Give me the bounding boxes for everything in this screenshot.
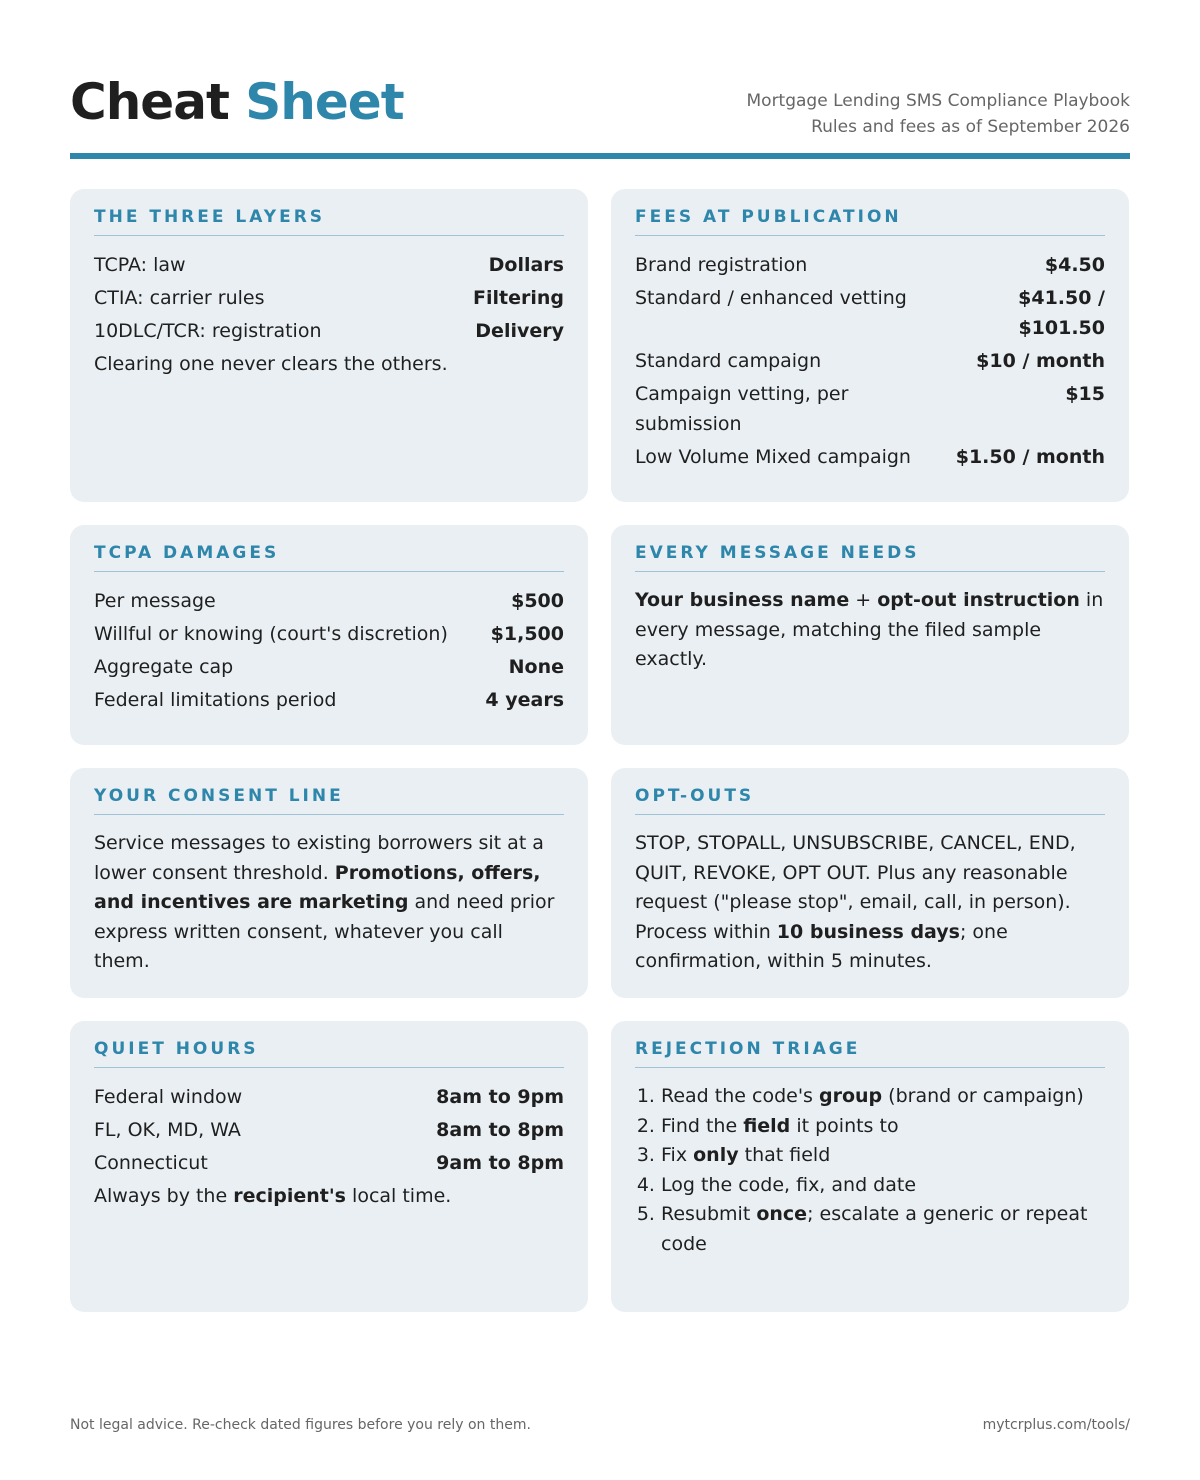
subtitle-line-2: Rules and fees as of September 2026: [811, 117, 1130, 137]
row-value: $41.50 / $101.50: [1018, 287, 1105, 339]
triage-steps-list: [635, 1082, 1105, 1259]
row-value: 9am to 8pm: [436, 1152, 564, 1174]
table-row: [94, 685, 564, 715]
body-text: local time.: [346, 1185, 452, 1207]
business-name-text: Your business name: [635, 589, 850, 611]
table-row: [94, 586, 564, 616]
row-label: Federal window: [94, 1086, 243, 1108]
row-value: $10 / month: [976, 350, 1105, 372]
step-text: Log the code, fix, and date: [661, 1173, 917, 1196]
header-divider: [70, 153, 1130, 159]
table-row: [94, 283, 564, 313]
row-label: Aggregate cap: [94, 656, 234, 678]
plus-text: +: [849, 589, 878, 611]
body-text: and need prior express written consent, whatever you call them.: [94, 891, 555, 972]
row-label: TCPA: law: [94, 254, 186, 276]
table-row: [635, 250, 1105, 280]
row-value: $1.50 / month: [955, 446, 1105, 468]
card-title: QUIET HOURS: [94, 1039, 564, 1068]
row-label: Brand registration: [635, 254, 808, 276]
card-title: REJECTION TRIAGE: [635, 1039, 1105, 1068]
body-text: in every message, matching the filed sample exactly.: [635, 589, 1104, 670]
table-row: [94, 1082, 564, 1112]
title-accent: Sheet: [245, 73, 404, 131]
row-value: Filtering: [473, 287, 564, 309]
step-text: ; escalate a generic or repeat code: [661, 1203, 1088, 1255]
step-text: Resubmit: [661, 1203, 757, 1225]
card-note: Clearing one never clears the others.: [94, 353, 448, 375]
list-item: [661, 1141, 1105, 1171]
row-value: Dollars: [488, 254, 564, 276]
emphasis-text: recipient's: [233, 1185, 346, 1207]
card-consent-line: [70, 768, 588, 998]
row-value: $15: [1065, 383, 1105, 405]
list-item: [661, 1171, 1105, 1201]
step-text: Find the: [661, 1114, 744, 1137]
table-row: [635, 283, 1105, 343]
step-text: it points to: [790, 1114, 899, 1137]
row-label: Willful or knowing (court's discretion): [94, 623, 448, 645]
page-header: [70, 70, 1130, 160]
emphasis-text: 10 business days: [776, 920, 960, 943]
card-opt-outs: [611, 768, 1129, 998]
row-label: Campaign vetting, per submission: [635, 383, 849, 435]
card-title: FEES AT PUBLICATION: [635, 207, 1105, 236]
row-value: 4 years: [485, 689, 564, 711]
card-every-message: [611, 525, 1129, 745]
row-value: $1,500: [490, 623, 564, 645]
step-emphasis: group: [818, 1085, 883, 1107]
card-quiet-hours: [70, 1021, 588, 1312]
row-label: Per message: [94, 590, 216, 612]
page-title: [70, 72, 404, 132]
step-text: that field: [738, 1144, 831, 1166]
row-label: Low Volume Mixed campaign: [635, 446, 911, 468]
card-title: OPT-OUTS: [635, 786, 1105, 815]
table-row: [94, 250, 564, 280]
step-emphasis: once: [756, 1203, 808, 1225]
card-fees: [611, 189, 1129, 502]
list-item: [661, 1112, 1105, 1142]
row-label: Connecticut: [94, 1152, 208, 1174]
row-label: Standard campaign: [635, 350, 822, 372]
row-label: FL, OK, MD, WA: [94, 1119, 241, 1141]
card-text: [94, 829, 564, 977]
row-value: None: [508, 656, 564, 678]
table-row: [635, 379, 1105, 439]
step-emphasis: field: [743, 1114, 791, 1137]
step-emphasis: only: [693, 1144, 739, 1166]
card-title: YOUR CONSENT LINE: [94, 786, 564, 815]
card-tcpa-damages: [70, 525, 588, 745]
row-label: Standard / enhanced vetting: [635, 287, 907, 309]
emphasis-text: Promotions, offers, and incentives are marketing: [94, 861, 541, 913]
step-text: Read the code's: [661, 1085, 819, 1107]
body-text: STOP, STOPALL, UNSUBSCRIBE, CANCEL, END, QUIT, REVOKE, OPT OUT. Plus any reasonable request ("please stop", email, call, in person). Process within: [635, 832, 1076, 943]
row-label: CTIA: carrier rules: [94, 287, 265, 309]
list-item: [661, 1200, 1105, 1259]
footer-disclaimer: Not legal advice. Re-check dated figures before you rely on them.: [70, 1417, 531, 1433]
header-meta: [747, 88, 1131, 140]
card-title: TCPA DAMAGES: [94, 543, 564, 572]
row-value: $4.50: [1044, 254, 1105, 276]
title-main: Cheat: [70, 73, 229, 131]
opt-out-instruction-text: opt-out instruction: [877, 589, 1080, 611]
subtitle-line-1: Mortgage Lending SMS Compliance Playbook: [746, 91, 1130, 111]
table-row: [635, 442, 1105, 472]
row-value: 8am to 9pm: [436, 1086, 564, 1108]
table-row: [94, 619, 564, 649]
card-title: EVERY MESSAGE NEEDS: [635, 543, 1105, 572]
body-text: Always by the: [94, 1185, 234, 1207]
list-item: [661, 1082, 1105, 1112]
row-value: Delivery: [475, 320, 564, 342]
card-text: [635, 586, 1105, 675]
card-three-layers: [70, 189, 588, 502]
row-label: 10DLC/TCR: registration: [94, 320, 322, 342]
card-text: [635, 829, 1105, 977]
card-rejection-triage: [611, 1021, 1129, 1312]
body-text: Service messages to existing borrowers sit at a lower consent threshold.: [94, 832, 544, 884]
table-row: [94, 316, 564, 346]
row-value: $500: [511, 590, 564, 612]
card-title: THE THREE LAYERS: [94, 207, 564, 236]
table-row: [635, 346, 1105, 376]
card-note: [94, 1181, 564, 1211]
row-label: Federal limitations period: [94, 689, 337, 711]
table-row: [94, 652, 564, 682]
row-value: 8am to 8pm: [436, 1119, 564, 1141]
step-text: Fix: [661, 1144, 694, 1166]
footer-url: mytcrplus.com/tools/: [982, 1417, 1130, 1433]
body-text: ; one confirmation, within 5 minutes.: [635, 920, 1008, 972]
table-row: [94, 1115, 564, 1145]
table-row: [94, 1148, 564, 1178]
step-text: (brand or campaign): [882, 1085, 1084, 1107]
